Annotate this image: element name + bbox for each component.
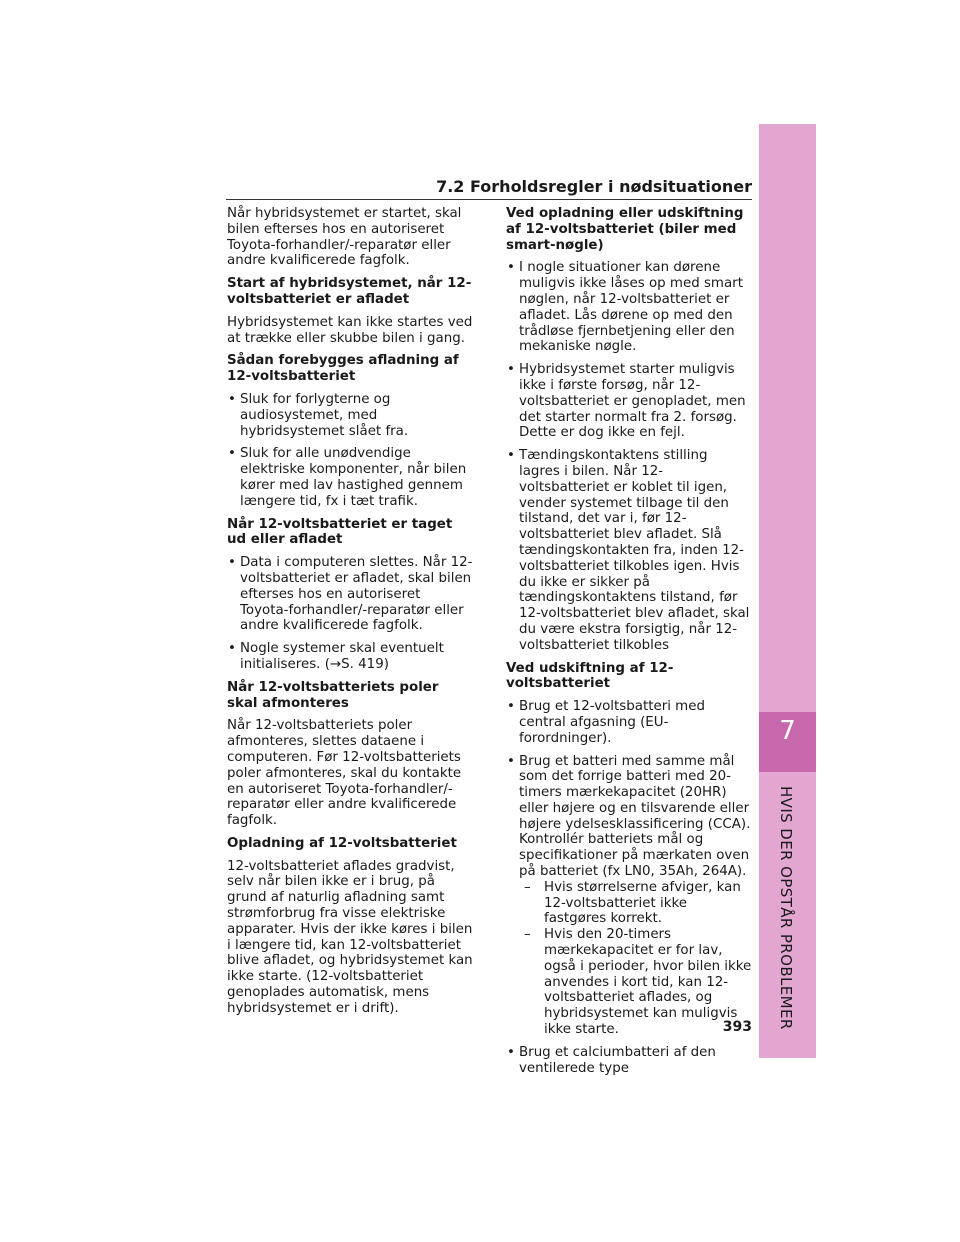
- subheading: Opladning af 12-voltsbatteriet: [227, 835, 457, 851]
- sub-item-text: Hvis størrelserne afviger, kan 12-voltsbatteriet ikke fastgøres korrekt.: [544, 879, 741, 927]
- subheading: Ved opladning eller udskiftning af 12-voltsbatteriet (biler med smart-nøgle): [506, 206, 744, 253]
- bullet-list: [227, 392, 473, 510]
- list-item-text: Brug et batteri med samme mål som det forrige batteri med 20-timers mærkekapacitet (20HR) eller højere og en tilsvarende eller højere ydelsesklassificering (CCA). Kontrollér batteriets mål og specifikationer på mærkaten oven på batteriet (fx LN0, 35Ah, 264A).: [519, 753, 751, 880]
- list-item: • Brug et 12-voltsbatteri med central afgasning (EU-forordninger).: [506, 699, 752, 746]
- subheading: Ved udskiftning af 12-voltsbatteriet: [506, 660, 674, 692]
- left-column: [227, 206, 473, 1024]
- list-item: • Data i computeren slettes. Når 12-voltsbatteriet er afladet, skal bilen efterses hos en autoriseret Toyota-forhandler/-reparatør eller andre kvalificerede fagfolk.: [227, 555, 473, 634]
- header-divider: [226, 199, 752, 200]
- subheading: Start af hybridsystemet, når 12-voltsbatteriet er afladet: [227, 276, 472, 307]
- list-item: • Tændingskontaktens stilling lagres i bilen. Når 12-voltsbatteriet er koblet til igen, vender systemet tilbage til den tilstand, det var i, før 12-voltsbatteriet blev afladet. Slå tændingskontakten fra, inden 12-voltsbatteriet tilkobles igen. Hvis du ikke er sikker på tændingskontaktens tilstand, før 12-voltsbatteriet blev afladet, skal du være ekstra forsigtig, når 12-voltsbatteriet tilkobles: [506, 448, 752, 653]
- section-header: 7.2 Forholdsregler i nødsituationer: [436, 177, 752, 196]
- list-item: • Sluk for forlygterne og audiosystemet, med hybridsystemet slået fra.: [227, 392, 473, 439]
- sub-list: [522, 880, 752, 1038]
- sub-item: [522, 880, 752, 927]
- sub-item: [522, 927, 752, 1038]
- sub-item-text: Hvis den 20-timers mærkekapacitet er for lav, også i perioder, hvor bilen ikke anvendes i kort tid, kan 12-voltsbatteriet aflades, og hybridsystemet kan muligvis ikke starte.: [544, 927, 752, 1038]
- page-number: 393: [722, 1019, 752, 1035]
- list-item: • I nogle situationer kan dørene muligvis ikke låses op med smart nøglen, når 12-voltsbatteriet er afladet. Lås dørene op med den trådløse fjernbetjening eller den mekaniske nøgle.: [506, 260, 752, 355]
- chapter-number: 7: [779, 716, 796, 746]
- dash-marker: –: [524, 927, 531, 943]
- chapter-title: HVIS DER OPSTÅR PROBLEMER: [777, 786, 795, 1030]
- paragraph: Når 12-voltsbatteriets poler afmonteres, slettes dataene i computeren. Før 12-voltsbatteriets poler afmonteres, skal du kontakte en autoriseret Toyota-forhandler/-reparatør eller andre kvalificerede fagfolk.: [227, 718, 462, 829]
- subheading: Når 12-voltsbatteriet er taget ud eller afladet: [227, 516, 453, 548]
- bullet-list: [227, 555, 473, 673]
- right-column: [506, 206, 752, 1083]
- paragraph: Når hybridsystemet er startet, skal bilen efterses hos en autoriseret Toyota-forhandler/-reparatør eller andre kvalificerede fagfolk.: [227, 206, 462, 269]
- subheading: Når 12-voltsbatteriets poler skal afmonteres: [227, 679, 439, 711]
- dash-marker: –: [524, 879, 531, 895]
- list-item: • Nogle systemer skal eventuelt initialiseres. (→S. 419): [227, 641, 473, 673]
- paragraph: Hybridsystemet kan ikke startes ved at trække eller skubbe bilen i gang.: [227, 314, 473, 346]
- subheading: Sådan forebygges afladning af 12-voltsbatteriet: [227, 353, 459, 385]
- bullet-list: [506, 260, 752, 653]
- paragraph: 12-voltsbatteriet aflades gradvist, selv når bilen ikke er i brug, på grund af naturlig afladning samt strømforbrug fra visse elektriske apparater. Hvis der ikke køres i bilen i længere tid, kan 12-voltsbatteriet blive afladet, og hybridsystemet kan ikke starte. (12-voltsbatteriet genoplades automatisk, mens hybridsystemet er i drift).: [227, 858, 473, 1016]
- list-item: [506, 754, 752, 1038]
- list-item: • Brug et calciumbatteri af den ventilerede type: [506, 1045, 752, 1077]
- list-item: • Sluk for alle unødvendige elektriske komponenter, når bilen kører med lav hastighed gennem længere tid, fx i tæt trafik.: [227, 446, 473, 509]
- list-item: • Hybridsystemet starter muligvis ikke i første forsøg, når 12-voltsbatteriet er genopladet, men det starter normalt fra 2. forsøg. Dette er dog ikke en fejl.: [506, 362, 752, 441]
- bullet-list: [506, 699, 752, 1076]
